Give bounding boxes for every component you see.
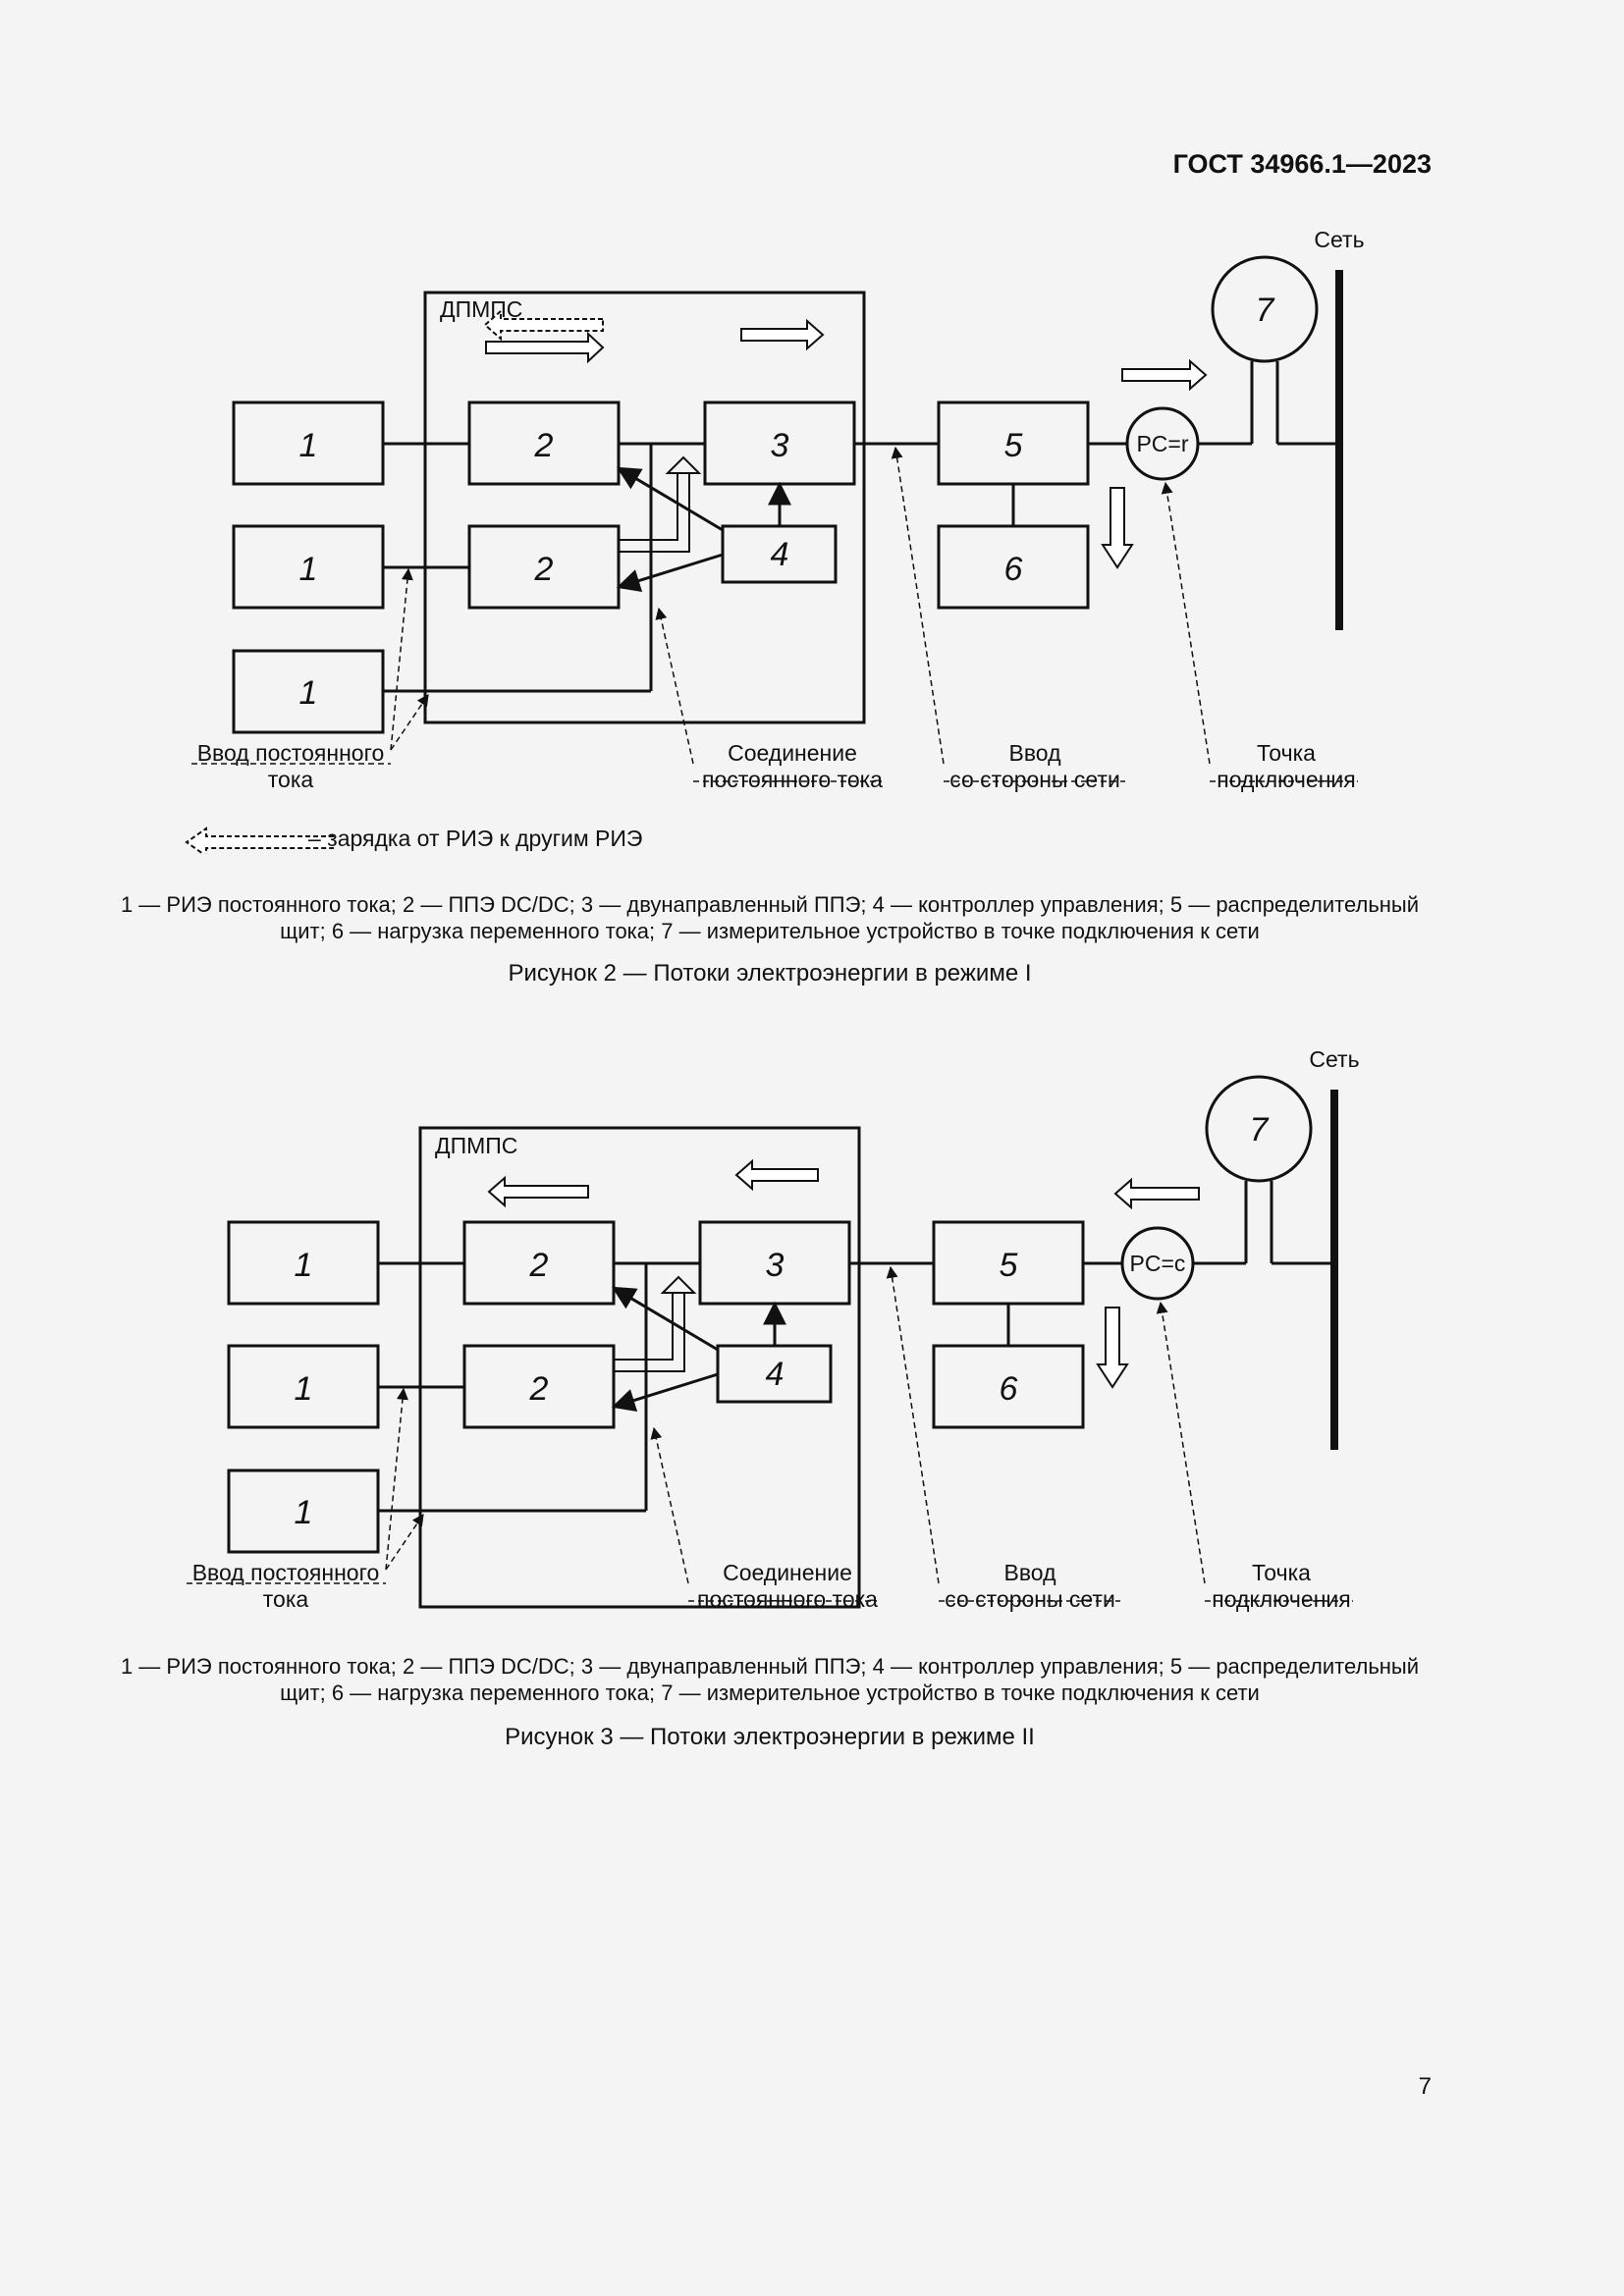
dcdc-label-1: 2 bbox=[534, 427, 554, 464]
system-label: ДПМПС bbox=[440, 296, 523, 322]
figure-1-caption: Рисунок 2 — Потоки электроэнергии в режиме I bbox=[508, 960, 1032, 987]
connection-point-label-1: Точка bbox=[1252, 1560, 1311, 1585]
flow-arrow-left-grid bbox=[1115, 1180, 1199, 1207]
controller-label: 4 bbox=[770, 536, 789, 573]
document-header: ГОСТ 34966.1—2023 bbox=[1172, 149, 1432, 179]
meter-label: PC=c bbox=[1129, 1251, 1186, 1276]
dcdc-label-2: 2 bbox=[529, 1370, 549, 1408]
grid-input-label-2: со стороны сети bbox=[949, 767, 1120, 792]
system-frame bbox=[420, 1128, 859, 1607]
dc-input-label-1: Ввод постоянного bbox=[196, 740, 385, 766]
figure-2-legend-line-1: 1 — РИЭ постоянного тока; 2 — ППЭ DC/DC; 3 — двунаправленный ППЭ; 4 — контроллер управления; 5 — распределительный bbox=[120, 1654, 1420, 1679]
figure-2-legend bbox=[108, 1653, 1432, 1706]
figure-1-legend-line-1: 1 — РИЭ постоянного тока; 2 — ППЭ DC/DC; 3 — двунаправленный ППЭ; 4 — контроллер управления; 5 — распределительный bbox=[120, 892, 1420, 917]
figure-1-legend-line-2: щит; 6 — нагрузка переменного тока; 7 — измерительное устройство в точке подключения к сети bbox=[280, 919, 1260, 943]
res-label-3: 1 bbox=[298, 674, 318, 712]
bidir-label: 3 bbox=[765, 1247, 785, 1284]
system-frame bbox=[425, 293, 864, 722]
panel-label: 5 bbox=[999, 1247, 1018, 1284]
flow-arrow-right-grid bbox=[1122, 361, 1206, 389]
res-label-1: 1 bbox=[298, 427, 318, 464]
connection-point-label-1: Точка bbox=[1257, 740, 1316, 766]
dc-input-label-1: Ввод постоянного bbox=[191, 1560, 380, 1585]
panel-label: 5 bbox=[1003, 427, 1023, 464]
figure-mode-1 bbox=[0, 226, 1624, 854]
grid-input-label-1: Ввод bbox=[1008, 740, 1061, 766]
dc-link-label-2: постоянного тока bbox=[697, 1586, 878, 1612]
flow-arrow-right-bidir bbox=[741, 321, 823, 348]
res-label-2: 1 bbox=[298, 551, 318, 588]
dcdc-label-2: 2 bbox=[534, 551, 554, 588]
page-number: 7 bbox=[1418, 2073, 1432, 2100]
grid-input-label-2: со стороны сети bbox=[945, 1586, 1115, 1612]
figure-mode-1-diagram bbox=[0, 226, 1624, 854]
meter-label: PC=r bbox=[1136, 431, 1189, 456]
figure-2-caption: Рисунок 3 — Потоки электроэнергии в режиме II bbox=[505, 1724, 1035, 1750]
grid-label: Сеть bbox=[1309, 1046, 1360, 1072]
bidir-label: 3 bbox=[770, 427, 789, 464]
node-7-label: 7 bbox=[1255, 292, 1274, 329]
flow-arrow-left-bidir bbox=[736, 1161, 818, 1189]
dc-input-label-2: тока bbox=[262, 1586, 309, 1612]
res-label-3: 1 bbox=[294, 1494, 313, 1531]
dcdc-label-1: 2 bbox=[529, 1247, 549, 1284]
dc-input-label-2: тока bbox=[267, 767, 314, 792]
grid-label: Сеть bbox=[1314, 227, 1365, 252]
figure-mode-2-diagram bbox=[0, 1045, 1624, 1634]
load-label: 6 bbox=[1003, 551, 1023, 588]
dc-link-label-2: постоянного тока bbox=[702, 767, 883, 792]
dc-link-label-1: Соединение bbox=[723, 1560, 852, 1585]
node-7-label: 7 bbox=[1249, 1111, 1269, 1148]
flow-arrow-right-dcdc bbox=[486, 334, 603, 361]
connection-point-label-2: подключения bbox=[1212, 1586, 1351, 1612]
flow-arrow-down-load bbox=[1098, 1308, 1127, 1387]
figure-1-legend bbox=[108, 891, 1432, 944]
load-label: 6 bbox=[999, 1370, 1018, 1408]
res-label-2: 1 bbox=[294, 1370, 313, 1408]
controller-label: 4 bbox=[765, 1356, 785, 1393]
grid-input-label-1: Ввод bbox=[1003, 1560, 1056, 1585]
figure-mode-2 bbox=[0, 1045, 1624, 1634]
flow-arrow-down-load bbox=[1103, 488, 1132, 567]
figure-2-legend-line-2: щит; 6 — нагрузка переменного тока; 7 — измерительное устройство в точке подключения к сети bbox=[280, 1681, 1260, 1705]
system-label: ДПМПС bbox=[435, 1133, 518, 1158]
legend-note: – зарядка от РИЭ к другим РИЭ bbox=[308, 826, 643, 851]
connection-point-label-2: подключения bbox=[1217, 767, 1356, 792]
res-label-1: 1 bbox=[294, 1247, 313, 1284]
dc-link-label-1: Соединение bbox=[728, 740, 857, 766]
flow-arrow-left-dcdc bbox=[489, 1178, 588, 1205]
